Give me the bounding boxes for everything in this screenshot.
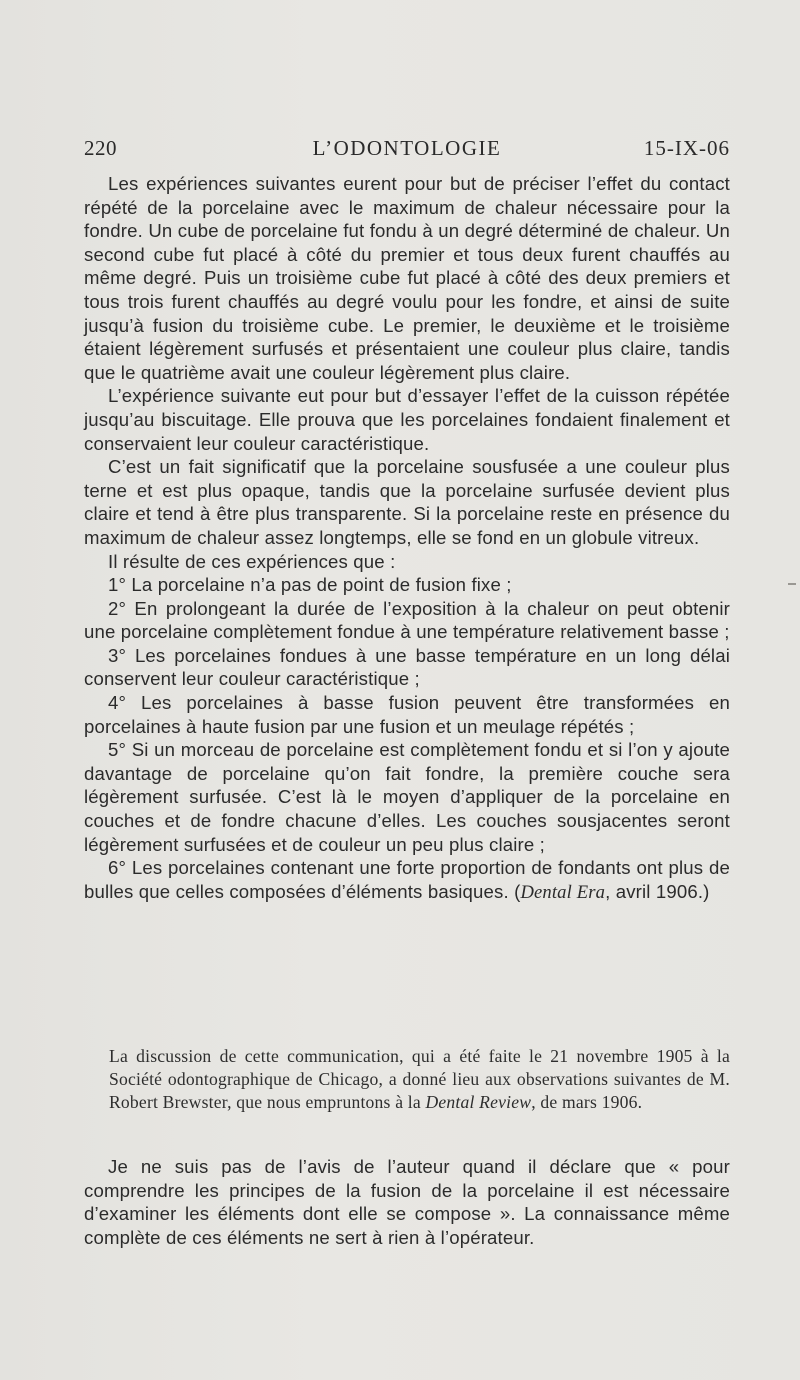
paragraph: Les expériences suivantes eurent pour but de préciser l’effet du contact répété de la porcelaine avec le maximum de chaleur nécessaire pour la fondre. Un cube de porcelaine fut fondu à un degré déterminé de chaleur. Un second cube fut placé à côté du premier et tous deux furent chauffés au même degré. Puis un troisième cube fut placé à côté des deux premiers et tous trois furent chauffés au degré voulu pour les fondre, et ainsi de suite jusqu’à fusion du troisième cube. Le premier, le deuxième et le troisième étaient légèrement surfusés et présentaient une couleur plus claire, tandis que le quatrième avait une couleur légèrement plus claire. [84, 173, 730, 383]
running-header [84, 136, 730, 162]
paragraph: Je ne suis pas de l’avis de l’auteur quand il déclare que « pour comprendre les principes de la fusion de la porcelaine il est nécessaire d’examiner les éléments dont elle se compose ». La connaissance même complète de ces éléments ne sert à rien à l’opérateur. [84, 1156, 730, 1248]
paragraph: L’expérience suivante eut pour but d’essayer l’effet de la cuisson répétée jusqu’au biscuitage. Elle prouva que les porcelaines fondaient finalement et conservaient leur couleur caractéristique. [84, 385, 730, 454]
note-paragraph [109, 1045, 730, 1113]
issue-date: 15-IX-06 [643, 136, 730, 160]
note-source-title: Dental Review [425, 1091, 532, 1112]
article-body [84, 172, 730, 904]
note-source-date: , de mars 1906. [531, 1091, 643, 1112]
margin-mark [788, 583, 796, 585]
list-item: 3° Les porcelaines fondues à une basse température en un long délai conservent leur couleur caractéristique ; [84, 644, 730, 690]
editorial-note [109, 1045, 730, 1113]
source-date: , avril 1906.) [605, 880, 710, 902]
list-item: 1° La porcelaine n’a pas de point de fusion fixe ; [108, 574, 512, 596]
paragraph: C’est un fait significatif que la porcelaine sousfusée a une couleur plus terne et est plus opaque, tandis que la porcelaine surfusée devient plus claire et tend à être plus transparente. Si la porcelaine reste en présence du maximum de chaleur assez longtemps, elle se fond en un globule vitreux. [84, 456, 730, 548]
list-item: 5° Si un morceau de porcelaine est complètement fondu et si l’on y ajoute davantage de porcelaine qu’on fait fondre, la première couche sera légèrement surfusée. C’est là le moyen d’appliquer de la porcelaine en couches et de fondre chacune d’elles. Les couches sousjacentes seront légèrement surfusées et de couleur un peu plus claire ; [84, 739, 730, 855]
list-item: 4° Les porcelaines à basse fusion peuvent être transformées en porcelaines à haute fusion par une fusion et un meulage répétés ; [84, 692, 730, 737]
response-body [84, 1155, 730, 1249]
note-text: La discussion de cette communication, qui a été faite le 21 novembre 1905 à la Société odontographique de Chicago, a donné lieu aux observations suivantes de M. Robert Brewster, que nous empruntons à la [109, 1046, 730, 1112]
source-title: Dental Era [520, 881, 606, 903]
journal-title: L’ODONTOLOGIE [312, 136, 502, 160]
list-item: 2° En prolongeant la durée de l’exposition à la chaleur on peut obtenir une porcelaine complètement fondue à une température relativement basse ; [84, 597, 730, 643]
list-item-text: 6° Les porcelaines contenant une forte proportion de fondants ont plus de bulles que celles composées d’éléments basiques. ( [84, 857, 730, 902]
list-item [84, 856, 730, 904]
page-number: 220 [84, 136, 117, 160]
paragraph: Il résulte de ces expériences que : [108, 550, 396, 572]
